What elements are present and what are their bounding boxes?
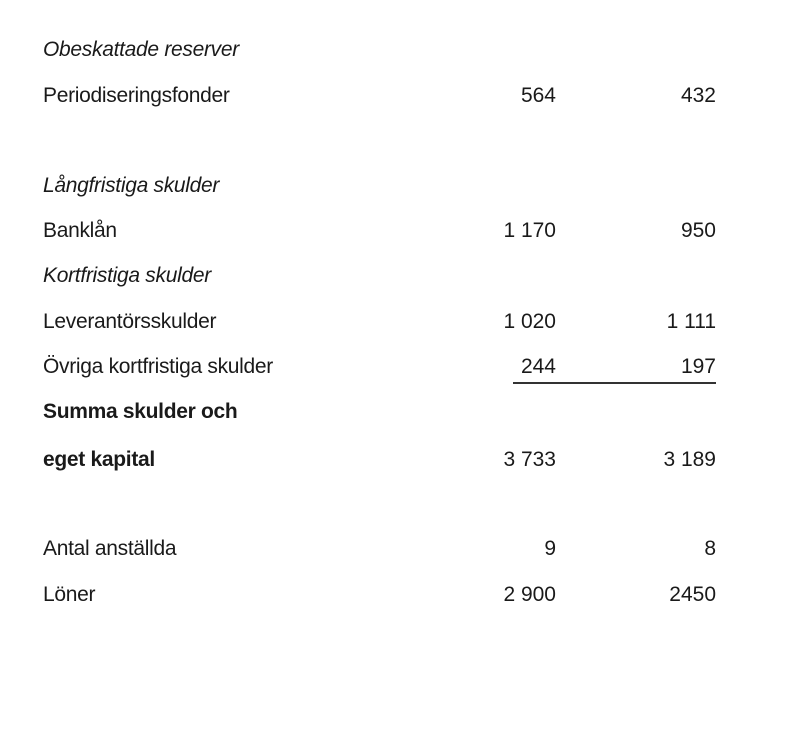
row-label: Summa skulder och: [43, 400, 238, 423]
sum-underline: [513, 382, 716, 384]
value-year-2: 1 111: [666, 310, 716, 333]
row-label: Kortfristiga skulder: [43, 264, 211, 287]
row-label: Obeskattade reserver: [43, 38, 239, 61]
row-label: Banklån: [43, 219, 117, 242]
value-year-2: 8: [704, 537, 716, 560]
section-heading-langfristiga-skulder: [0, 174, 793, 204]
value-year-2: 197: [680, 355, 716, 378]
value-year-1: 564: [520, 84, 556, 107]
row-label: Långfristiga skulder: [43, 174, 220, 197]
table-row-loner: [0, 583, 793, 613]
value-year-1: 3 733: [503, 448, 556, 471]
row-label: Periodiseringsfonder: [43, 84, 230, 107]
value-year-2: 432: [680, 84, 716, 107]
value-year-1: 1 170: [503, 219, 556, 242]
total-label-line-1: [0, 400, 793, 430]
table-row-leverantorsskulder: [0, 310, 793, 340]
value-year-2: 2450: [669, 583, 716, 606]
value-year-1: 2 900: [503, 583, 556, 606]
row-label: Antal anställda: [43, 537, 177, 560]
row-label: Leverantörsskulder: [43, 310, 217, 333]
section-heading-kortfristiga-skulder: [0, 264, 793, 294]
table-row-banklan: [0, 219, 793, 249]
value-year-1: 244: [520, 355, 556, 378]
section-heading-obeskattade-reserver: [0, 38, 793, 68]
value-year-1: 9: [544, 537, 556, 560]
table-row-antal-anstallda: [0, 537, 793, 567]
table-row-total: [0, 448, 793, 478]
row-label: eget kapital: [43, 448, 155, 471]
table-row-ovriga-kortfristiga-skulder: [0, 355, 793, 385]
table-row-periodiseringsfonder: [0, 84, 793, 114]
value-year-1: 1 020: [503, 310, 556, 333]
value-year-2: 3 189: [663, 448, 716, 471]
row-label: Löner: [43, 583, 96, 606]
value-year-2: 950: [680, 219, 716, 242]
row-label: Övriga kortfristiga skulder: [43, 355, 273, 378]
